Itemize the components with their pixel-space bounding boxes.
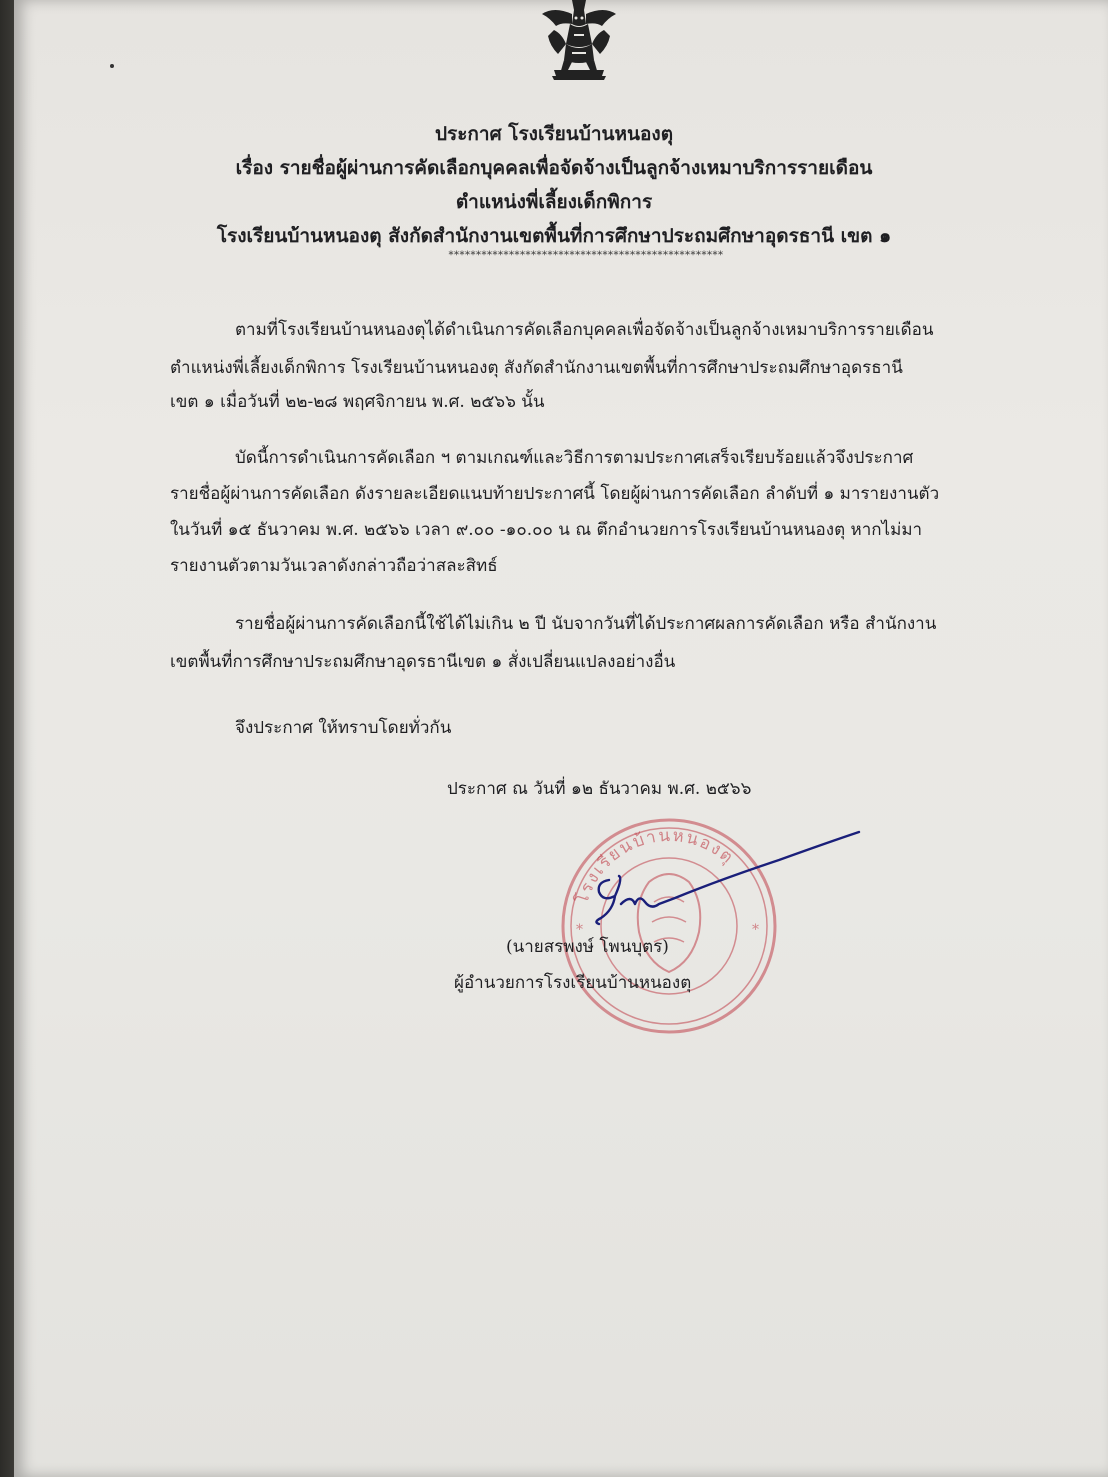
paragraph-1-line-3: เขต ๑ เมื่อวันที่ ๒๒-๒๘ พฤศจิกายน พ.ศ. ๒๕๖๖ นั้น — [170, 392, 545, 412]
announcement-header — [0, 117, 1108, 253]
paper-speck — [110, 64, 114, 68]
paragraph-3-line-2: เขตพื้นที่การศึกษาประถมศึกษาอุดรธานีเขต ๑ สั่งเปลี่ยนแปลงอย่างอื่น — [170, 652, 676, 672]
paragraph-1-line-1: ตามที่โรงเรียนบ้านหนองตุได้ดำเนินการคัดเลือกบุคคลเพื่อจัดจ้างเป็นลูกจ้างเหมาบริการรายเดือน — [235, 320, 934, 340]
handwritten-signature — [579, 820, 869, 930]
paragraph-2-line-3: ในวันที่ ๑๕ ธันวาคม พ.ศ. ๒๕๖๖ เวลา ๙.๐๐ -๑๐.๐๐ น ณ ตึกอำนวยการโรงเรียนบ้านหนองตุ หากไม่มา — [170, 520, 923, 540]
header-line-2: เรื่อง รายชื่อผู้ผ่านการคัดเลือกบุคคลเพื่อจัดจ้างเป็นลูกจ้างเหมาบริการรายเดือน — [235, 157, 873, 179]
signatory-position: ผู้อำนวยการโรงเรียนบ้านหนองตุ — [454, 973, 692, 993]
paragraph-2-line-1: บัดนี้การดำเนินการคัดเลือก ฯ ตามเกณฑ์และวิธีการตามประกาศเสร็จเรียบร้อยแล้วจึงประกาศ — [235, 448, 914, 468]
header-line-1: ประกาศ โรงเรียนบ้านหนองตุ — [434, 123, 674, 145]
stamp-text: โรงเรียนบ้านหนองตุ — [572, 825, 739, 907]
svg-text:*: * — [752, 922, 759, 938]
paragraph-1-line-2: ตำแหน่งพี่เลี้ยงเด็กพิการ โรงเรียนบ้านหนองตุ สังกัดสำนักงานเขตพื้นที่การศึกษาประถมศึกษาอุดรธานี — [170, 358, 903, 378]
announcement-date: ประกาศ ณ วันที่ ๑๒ ธันวาคม พ.ศ. ๒๕๖๖ — [447, 779, 752, 799]
header-line-4: โรงเรียนบ้านหนองตุ สังกัดสำนักงานเขตพื้นที่การศึกษาประถมศึกษาอุดรธานี เขต ๑ — [216, 225, 892, 247]
header-line-3: ตำแหน่งพี่เลี้ยงเด็กพิการ — [455, 191, 653, 213]
header-divider: ************************************************** — [448, 250, 724, 261]
paragraph-3-line-1: รายชื่อผู้ผ่านการคัดเลือกนี้ใช้ได้ไม่เกิน ๒ ปี นับจากวันที่ได้ประกาศผลการคัดเลือก หรือ สำนักงาน — [235, 614, 937, 634]
paragraph-2-line-2: รายชื่อผู้ผ่านการคัดเลือก ดังรายละเอียดแนบท้ายประกาศนี้ โดยผู้ผ่านการคัดเลือก ลำดับที่ ๑ มารายงานตัว — [170, 484, 940, 504]
signatory-name: (นายสรพงษ์ โพนบุตร) — [506, 937, 669, 957]
paragraph-4-line-1: จึงประกาศ ให้ทราบโดยทั่วกัน — [235, 718, 452, 738]
paragraph-2-line-4: รายงานตัวตามวันเวลาดังกล่าวถือว่าสละสิทธ์ — [170, 556, 498, 576]
document-page — [14, 0, 1108, 1477]
svg-text:*: * — [576, 922, 583, 938]
garuda-emblem-icon — [524, 0, 634, 84]
